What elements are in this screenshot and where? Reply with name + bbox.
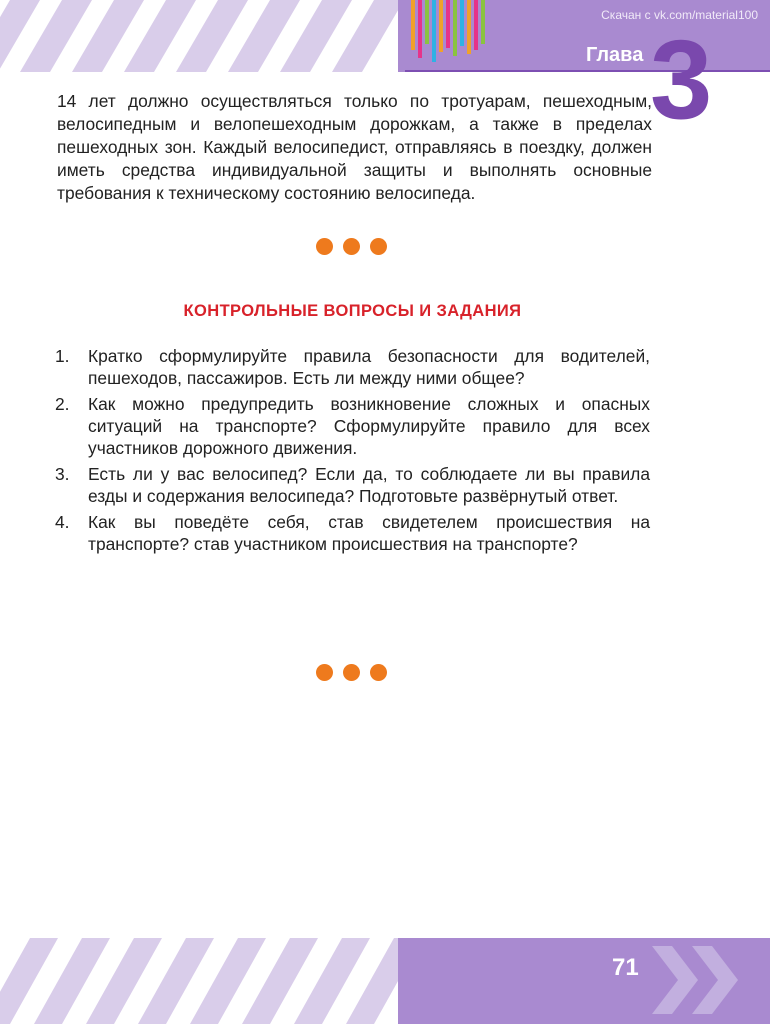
question-number: 2. <box>55 394 70 414</box>
question-text: Есть ли у вас велосипед? Если да, то соблюдаете ли вы правила езды и содержания велосипеда? Подготовьте развёрнутый ответ. <box>88 464 650 506</box>
questions-list <box>55 345 650 559</box>
question-item <box>55 345 650 389</box>
footer-stripes-decoration <box>0 938 420 1024</box>
divider-dot <box>316 238 333 255</box>
watermark-text: Скачан с vk.com/material100 <box>601 8 758 22</box>
divider-dot <box>343 238 360 255</box>
page-number: 71 <box>612 954 639 981</box>
question-item <box>55 463 650 507</box>
intro-paragraph: 14 лет должно осуществляться только по тротуарам, пешеходным, велосипедным и велопешеходным дорожкам, а также в пределах пешеходных зон. Каждый велосипедист, отправляясь в поездку, должен иметь средства индивидуальной защиты и выполнять основные требования к техническому состоянию велосипеда. <box>57 91 652 203</box>
header-rule <box>405 70 770 72</box>
question-text: Кратко сформулируйте правила безопасности для водителей, пешеходов, пассажиров. Есть ли между ними общее? <box>88 346 650 388</box>
question-number: 1. <box>55 346 70 366</box>
question-item <box>55 393 650 459</box>
end-divider-dots <box>316 664 388 682</box>
question-text: Как вы поведёте себя, став свидетелем происшествия на транспорте? став участником происшествия на транспорте? <box>88 512 650 554</box>
color-bars-decoration <box>407 0 493 64</box>
divider-dot <box>370 238 387 255</box>
chapter-number: 3 <box>650 17 713 142</box>
next-chevrons-icon <box>650 940 750 1020</box>
divider-dot <box>316 664 333 681</box>
question-number: 3. <box>55 464 70 484</box>
section-title: КОНТРОЛЬНЫЕ ВОПРОСЫ И ЗАДАНИЯ <box>183 302 522 320</box>
divider-dot <box>343 664 360 681</box>
section-divider-dots <box>316 238 388 256</box>
page-footer <box>0 938 770 1024</box>
divider-dot <box>370 664 387 681</box>
chapter-label: Глава <box>586 44 644 66</box>
header-stripes-decoration <box>0 0 420 72</box>
question-item <box>55 511 650 555</box>
question-number: 4. <box>55 512 70 532</box>
question-text: Как можно предупредить возникновение сложных и опасных ситуаций на транспорте? Сформулируйте правило для всех участников дорожного движения. <box>88 394 650 458</box>
